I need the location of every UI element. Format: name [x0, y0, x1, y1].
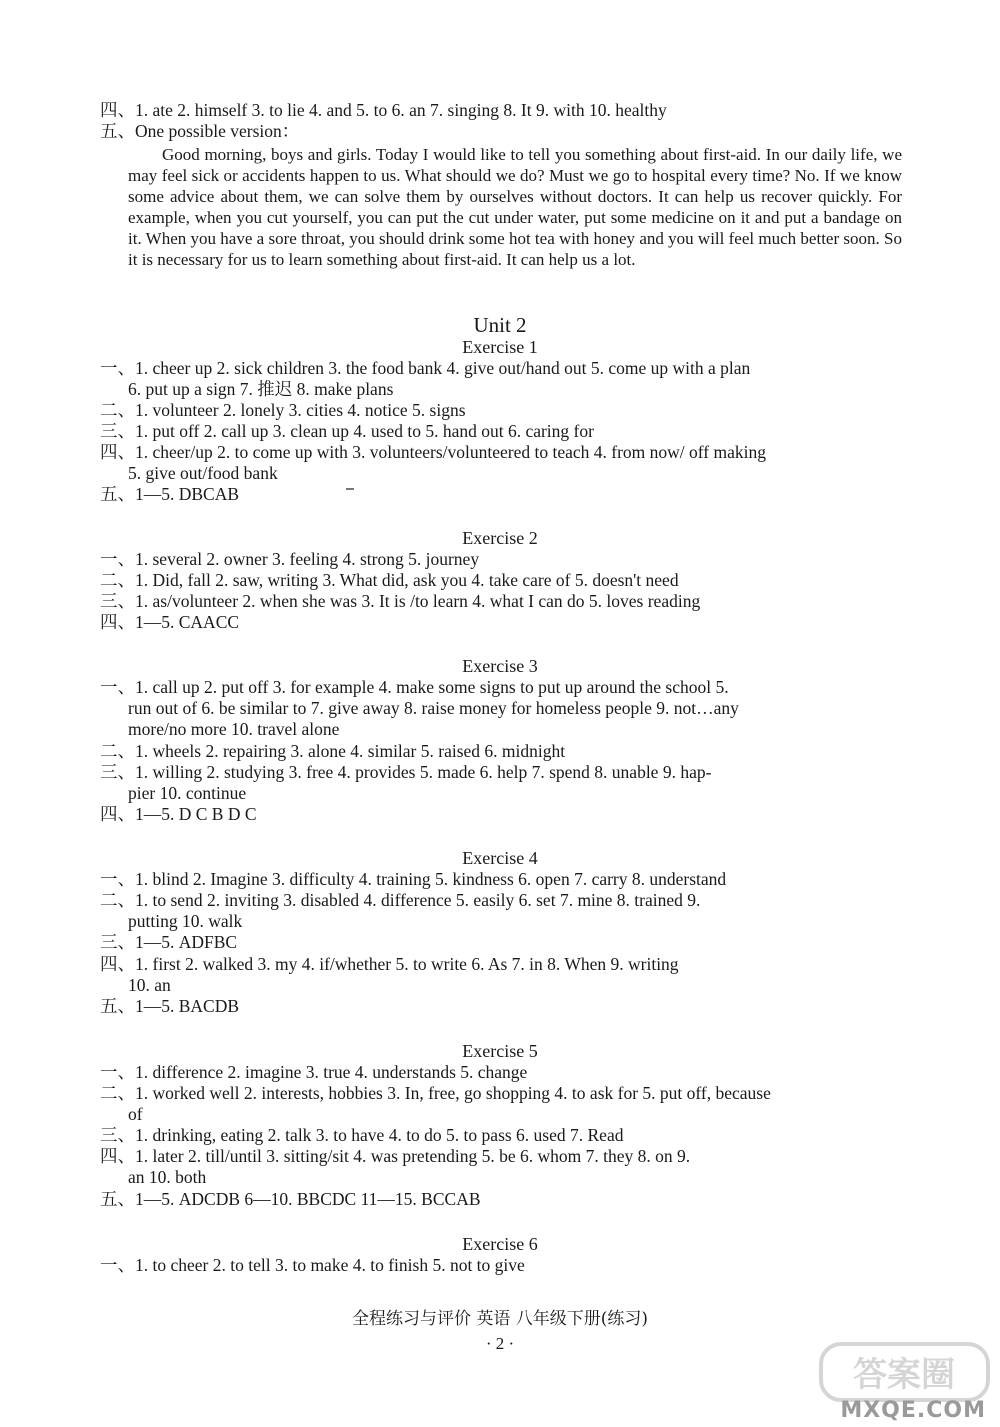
book-footer: 全程练习与评价 英语 八年级下册(练习): [351, 1309, 649, 1329]
exercise-5-title: Exercise 5: [462, 1041, 538, 1061]
ex5-line: of: [128, 1104, 143, 1124]
essay-text: Good morning, boys and girls. Today I would like to tell you something about first-aid. In our daily life, we may feel sick or accidents happen to us. What should we do? Must we go to hospital every time? No. If we know some advice about them, we can solve them by ourselves without doctors. It can help us recover quickly. For example, when you cut yourself, you can put the cut under water, put some medicine on it and put a bandage on it. When you have a sore throat, you should drink some hot tea with honey and you will feel much better soon. So it is necessary for us to learn something about first-aid. It can help us a lot.: [128, 145, 902, 269]
ex1-line: 四、1. cheer/up 2. to come up with 3. volunteers/volunteered to teach 4. from now/ off making: [100, 442, 766, 462]
ex4-line: 二、1. to send 2. inviting 3. disabled 4. difference 5. easily 6. set 7. mine 8. trained 9.: [100, 890, 701, 910]
ex4-line: 五、1—5. BACDB: [100, 996, 240, 1016]
exercise-1-title: Exercise 1: [462, 337, 538, 357]
ex2-line: 一、1. several 2. owner 3. feeling 4. strong 5. journey: [100, 549, 480, 569]
ex4-line: 四、1. first 2. walked 3. my 4. if/whether 5. to write 6. As 7. in 8. When 9. writing: [100, 954, 679, 974]
watermark-logo-text: 答案圈: [853, 1355, 955, 1395]
page-number: · 2 ·: [485, 1334, 515, 1353]
ex2-line: 二、1. Did, fall 2. saw, writing 3. What did, ask you 4. take care of 5. doesn't need: [100, 570, 679, 590]
ex5-line: an 10. both: [128, 1167, 207, 1187]
exercise-2-title: Exercise 2: [462, 528, 538, 548]
ex4-line: 三、1—5. ADFBC: [100, 932, 238, 952]
ex3-line: 一、1. call up 2. put off 3. for example 4. make some signs to put up around the school 5.: [100, 677, 729, 697]
ex5-line: 二、1. worked well 2. interests, hobbies 3. In, free, go shopping 4. to ask for 5. put off, because: [100, 1083, 771, 1103]
ex2-line: 四、1—5. CAACC: [100, 612, 240, 632]
ex3-line: run out of 6. be similar to 7. give away 8. raise money for homeless people 9. not…any: [128, 698, 739, 718]
ex1-line: 二、1. volunteer 2. lonely 3. cities 4. notice 5. signs: [100, 400, 466, 420]
ex1-line: 五、1—5. DBCAB: [100, 484, 240, 504]
ex3-line: 二、1. wheels 2. repairing 3. alone 4. similar 5. raised 6. midnight: [100, 741, 566, 761]
ex3-line: pier 10. continue: [128, 783, 247, 803]
ex4-line: 10. an: [128, 975, 171, 995]
ex3-line: 三、1. willing 2. studying 3. free 4. provides 5. made 6. help 7. spend 8. unable 9. hap-: [100, 762, 712, 782]
watermark-site: MXQE.COM: [840, 1398, 986, 1423]
exercise-6-title: Exercise 6: [462, 1234, 538, 1254]
ex1-line: 一、1. cheer up 2. sick children 3. the food bank 4. give out/hand out 5. come up with a plan: [100, 358, 751, 378]
exercise-3-title: Exercise 3: [462, 656, 538, 676]
ex1-line: 三、1. put off 2. call up 3. clean up 4. used to 5. hand out 6. caring for: [100, 421, 594, 441]
ex5-line: 一、1. difference 2. imagine 3. true 4. understands 5. change: [100, 1062, 528, 1082]
stray-mark: [346, 488, 354, 490]
ex5-line: 三、1. drinking, eating 2. talk 3. to have 4. to do 5. to pass 6. used 7. Read: [100, 1125, 624, 1145]
section-4-answers: 四、1. ate 2. himself 3. to lie 4. and 5. to 6. an 7. singing 8. It 9. with 10. healthy: [100, 100, 667, 120]
ex3-line: more/no more 10. travel alone: [128, 719, 340, 739]
ex2-line: 三、1. as/volunteer 2. when she was 3. It is /to learn 4. what I can do 5. loves reading: [100, 591, 701, 611]
ex4-line: putting 10. walk: [128, 911, 243, 931]
ex6-line: 一、1. to cheer 2. to tell 3. to make 4. to finish 5. not to give: [100, 1255, 525, 1275]
exercise-4-title: Exercise 4: [462, 848, 538, 868]
ex1-line: 6. put up a sign 7. 推迟 8. make plans: [128, 379, 394, 399]
ex3-line: 四、1—5. D C B D C: [100, 804, 257, 824]
ex1-line: 5. give out/food bank: [128, 463, 278, 483]
sample-essay: [128, 144, 902, 270]
section-5-heading: 五、One possible version：: [100, 121, 300, 141]
ex4-line: 一、1. blind 2. Imagine 3. difficulty 4. training 5. kindness 6. open 7. carry 8. understand: [100, 869, 727, 889]
ex5-line: 四、1. later 2. till/until 3. sitting/sit 4. was pretending 5. be 6. whom 7. they 8. on 9.: [100, 1146, 691, 1166]
unit-title: Unit 2: [473, 313, 527, 337]
ex5-line: 五、1—5. ADCDB 6—10. BBCDC 11—15. BCCAB: [100, 1189, 481, 1209]
